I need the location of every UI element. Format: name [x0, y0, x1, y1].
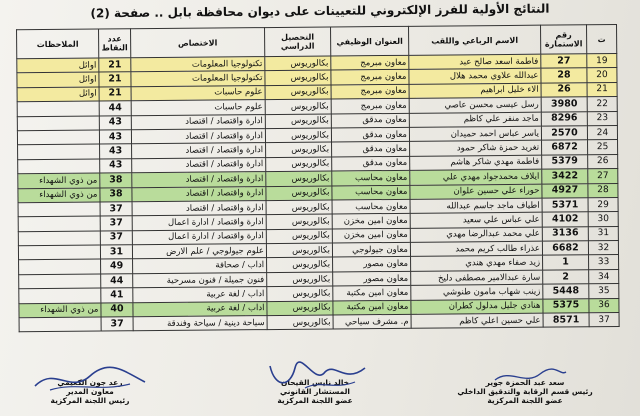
cell-form-no: 28 — [541, 68, 587, 83]
cell-name: سارة عبدالامير مصطفى دليخ — [411, 270, 543, 286]
cell-name: فاطمة اسعد صالح عبد — [409, 54, 541, 70]
cell-notes: اوائل — [17, 87, 99, 102]
results-table — [16, 24, 620, 333]
cell-specialization: ادارة واقتصاد / ادارة اعمال — [132, 215, 266, 231]
signatures-area — [0, 352, 640, 416]
cell-points: 37 — [100, 202, 132, 217]
cell-specialization: اداب / لغة عربية — [133, 301, 267, 317]
cell-notes — [18, 231, 100, 246]
cell-specialization: علوم حاسبات — [131, 85, 265, 101]
cell-points: 37 — [100, 216, 132, 231]
cell-specialization: ادارة واقتصاد / اقتصاد — [132, 186, 266, 202]
signature-middle — [245, 378, 385, 405]
cell-education: بكالوريوس — [265, 56, 331, 71]
cell-education: بكالوريوس — [265, 114, 331, 129]
cell-name: عذراء طالب كريم محمد — [410, 241, 542, 257]
cell-job-title: معاون مصور — [333, 257, 411, 272]
cell-form-no: 3136 — [542, 226, 588, 241]
cell-seq: 36 — [589, 298, 619, 313]
cell-notes — [18, 144, 100, 159]
cell-name: عبدالله علاوي محمد هلال — [409, 69, 541, 85]
cell-notes — [19, 274, 101, 289]
cell-seq: 29 — [588, 197, 618, 212]
cell-notes — [17, 116, 99, 131]
cell-form-no: 5448 — [543, 284, 589, 299]
cell-education: بكالوريوس — [265, 128, 331, 143]
cell-notes — [19, 259, 101, 274]
signature-left-role: معاون المدير — [66, 387, 114, 396]
cell-specialization: ادارة واقتصاد / اقتصاد — [132, 200, 266, 216]
cell-job-title: معاون مبرمج — [331, 55, 409, 70]
cell-education: بكالوريوس — [267, 272, 333, 287]
cell-notes: اوائل — [17, 72, 99, 87]
cell-name: ياسر عباس احمد حميدان — [409, 126, 541, 142]
cell-points: 41 — [101, 288, 133, 303]
cell-notes: اوائل — [17, 58, 99, 73]
cell-seq: 21 — [587, 82, 617, 97]
cell-education: بكالوريوس — [266, 200, 332, 215]
cell-notes — [19, 317, 101, 332]
cell-name: زينب شهاب مامون طنوشي — [411, 284, 543, 300]
header-points: عدد النقاط — [99, 29, 131, 58]
signature-middle-committee: عضو اللجنة المركزية — [277, 396, 353, 405]
cell-education: بكالوريوس — [266, 171, 332, 186]
cell-notes — [17, 130, 99, 145]
cell-job-title: م. مشرف سياحي — [333, 314, 411, 329]
cell-education: بكالوريوس — [267, 315, 333, 330]
cell-education: بكالوريوس — [266, 229, 332, 244]
cell-education: بكالوريوس — [267, 257, 333, 272]
header-notes: الملاحظات — [17, 29, 99, 59]
header-job-title: العنوان الوظيفي — [331, 26, 409, 56]
cell-name: زيد صفاء مهدي هندي — [411, 256, 543, 272]
cell-points: 31 — [100, 245, 132, 260]
cell-points: 37 — [101, 317, 133, 332]
cell-seq: 24 — [587, 125, 617, 140]
cell-points: 44 — [99, 101, 131, 116]
cell-job-title: معاون امين مكتبة — [333, 300, 411, 315]
cell-form-no: 8571 — [543, 313, 589, 328]
cell-notes — [18, 216, 100, 231]
cell-seq: 31 — [588, 226, 618, 241]
cell-education: بكالوريوس — [266, 243, 332, 258]
cell-job-title: معاون امين مخزن — [332, 214, 410, 229]
cell-notes — [19, 288, 101, 303]
cell-name: هنادي جليل مدلول كطران — [411, 299, 543, 315]
cell-points: 37 — [100, 230, 132, 245]
cell-notes — [17, 101, 99, 116]
cell-seq: 19 — [587, 54, 617, 69]
cell-education: بكالوريوس — [267, 286, 333, 301]
cell-form-no: 4102 — [542, 212, 588, 227]
cell-points: 49 — [101, 259, 133, 274]
cell-name: فاطمة مهدي شاكر هاشم — [410, 155, 542, 171]
cell-seq: 26 — [588, 154, 618, 169]
signature-left-name: رعد جون الكعيمي — [57, 378, 123, 387]
cell-seq: 33 — [589, 255, 619, 270]
cell-job-title: معاون مدقق — [331, 113, 409, 128]
cell-notes — [18, 245, 100, 260]
signature-right-name: سعد عبد الحمزة جوير — [485, 378, 565, 387]
cell-form-no: 2 — [543, 270, 589, 285]
cell-specialization: علوم حاسبات — [131, 100, 265, 116]
cell-specialization: اداب / صحافة — [133, 258, 267, 274]
cell-name: رسل عيسى محسن عاصي — [409, 97, 541, 113]
cell-specialization: ادارة واقتصاد / ادارة اعمال — [132, 229, 266, 245]
signature-middle-role: المستشار القانوني — [279, 387, 350, 396]
table-body — [17, 54, 619, 333]
page-title: النتائج الأولية للفرز الإلكتروني للتعيينات على ديوان محافظة بابل .. صفحة (2) — [90, 1, 550, 21]
cell-name: تغريد حمزة شاكر حمود — [410, 141, 542, 157]
cell-name: اطياف ماجد جاسم عبدالله — [410, 198, 542, 214]
cell-form-no: 4927 — [542, 183, 588, 198]
cell-name: علي حسين اعلي كاظم — [411, 313, 543, 329]
cell-education: بكالوريوس — [265, 70, 331, 85]
cell-job-title: معاون مبرمج — [331, 70, 409, 85]
signature-right-role: رئيس قسم الرقابة والتدقيق الداخلي — [457, 387, 593, 396]
cell-seq: 35 — [589, 284, 619, 299]
cell-job-title: معاون محاسب — [332, 199, 410, 214]
signature-middle-name: خالد نايس القيحان — [280, 378, 350, 387]
cell-form-no: 26 — [541, 83, 587, 98]
header-form-no: رقم الاستمارة — [541, 25, 587, 54]
cell-specialization: ادارة واقتصاد / اقتصاد — [131, 129, 265, 145]
cell-points: 38 — [100, 187, 132, 202]
cell-points: 38 — [100, 173, 132, 188]
cell-notes: من ذوي الشهداء — [19, 303, 101, 318]
cell-job-title: معاون مصور — [333, 271, 411, 286]
cell-form-no: 6872 — [542, 140, 588, 155]
cell-notes — [18, 202, 100, 217]
cell-specialization: علوم جيولوجي / علم الارض — [132, 244, 266, 260]
cell-name: علي عباس علي سعيد — [410, 212, 542, 228]
cell-form-no: 27 — [541, 54, 587, 69]
cell-specialization: تكنولوجيا المعلومات — [131, 71, 265, 87]
cell-specialization: اداب / لغة عربية — [133, 287, 267, 303]
signature-left — [20, 378, 160, 405]
cell-form-no: 6682 — [542, 241, 588, 256]
signature-right-committee: عضو اللجنة المركزية — [487, 396, 563, 405]
cell-job-title: معاون جيولوجي — [332, 242, 410, 257]
cell-specialization: ادارة واقتصاد / اقتصاد — [131, 114, 265, 130]
cell-notes: من ذوي الشهداء — [18, 188, 100, 203]
cell-seq: 23 — [587, 111, 617, 126]
header-specialization: الاختصاص — [131, 28, 265, 58]
cell-form-no: 5375 — [543, 298, 589, 313]
cell-points: 40 — [101, 302, 133, 317]
cell-notes — [18, 159, 100, 174]
cell-points: 44 — [101, 274, 133, 289]
cell-form-no: 5379 — [542, 154, 588, 169]
cell-education: بكالوريوس — [265, 99, 331, 114]
cell-education: بكالوريوس — [266, 157, 332, 172]
cell-form-no: 3422 — [542, 169, 588, 184]
cell-form-no: 1 — [543, 255, 589, 270]
cell-seq: 20 — [587, 68, 617, 83]
cell-education: بكالوريوس — [267, 301, 333, 316]
cell-points: 43 — [100, 144, 132, 159]
header-education: التحصيل الدراسي — [265, 27, 331, 57]
cell-name: علي محمد عبدالرضا مهدي — [410, 227, 542, 243]
cell-education: بكالوريوس — [266, 214, 332, 229]
cell-form-no: 3980 — [541, 97, 587, 112]
cell-seq: 22 — [587, 97, 617, 112]
cell-points: 21 — [99, 72, 131, 87]
cell-job-title: معاون مدقق — [331, 127, 409, 142]
cell-form-no: 8296 — [541, 111, 587, 126]
cell-education: بكالوريوس — [266, 142, 332, 157]
cell-specialization: ادارة واقتصاد / اقتصاد — [132, 143, 266, 159]
cell-job-title: معاون مدقق — [332, 156, 410, 171]
cell-specialization: ادارة واقتصاد / اقتصاد — [132, 157, 266, 173]
cell-points: 43 — [100, 158, 132, 173]
header-name: الاسم الرباعي واللقب — [409, 25, 541, 55]
signature-left-committee: رئيس اللجنة المركزية — [50, 396, 130, 405]
cell-points: 21 — [99, 58, 131, 73]
cell-job-title: معاون مبرمج — [331, 84, 409, 99]
cell-job-title: معاون مبرمج — [331, 98, 409, 113]
cell-job-title: معاون امين مخزن — [332, 228, 410, 243]
cell-job-title: معاون امين مكتبة — [333, 286, 411, 301]
cell-name: ايلاف محمدجواد مهدي علي — [410, 169, 542, 185]
signature-right — [440, 378, 610, 405]
cell-job-title: معاون محاسب — [332, 170, 410, 185]
cell-specialization: تكنولوجيا المعلومات — [131, 57, 265, 73]
cell-points: 21 — [99, 87, 131, 102]
cell-education: بكالوريوس — [266, 186, 332, 201]
cell-seq: 25 — [588, 140, 618, 155]
header-seq: ت — [587, 25, 617, 54]
cell-name: ماجد منفر علي كاظم — [409, 112, 541, 128]
cell-seq: 34 — [589, 269, 619, 284]
handwritten-signature-right — [490, 364, 570, 390]
cell-form-no: 2570 — [541, 126, 587, 141]
cell-seq: 27 — [588, 169, 618, 184]
cell-notes: من ذوي الشهداء — [18, 173, 100, 188]
handwritten-signature-left — [30, 364, 150, 398]
cell-name: حوراء علي حسين علوان — [410, 184, 542, 200]
cell-seq: 30 — [588, 212, 618, 227]
cell-specialization: ادارة واقتصاد / اقتصاد — [132, 172, 266, 188]
cell-job-title: معاون مدقق — [332, 142, 410, 157]
cell-name: الاء خليل ابراهيم — [409, 83, 541, 99]
cell-specialization: فنون جميلة / فنون مسرحية — [133, 272, 267, 288]
cell-seq: 37 — [589, 313, 619, 328]
handwritten-signature-middle — [265, 358, 375, 394]
cell-education: بكالوريوس — [265, 85, 331, 100]
cell-points: 43 — [99, 130, 131, 145]
cell-seq: 32 — [588, 241, 618, 256]
cell-seq: 28 — [588, 183, 618, 198]
cell-points: 43 — [99, 115, 131, 130]
cell-specialization: سياحة دينية / سياحة وفندقة — [133, 316, 267, 332]
cell-job-title: معاون محاسب — [332, 185, 410, 200]
cell-form-no: 5371 — [542, 198, 588, 213]
